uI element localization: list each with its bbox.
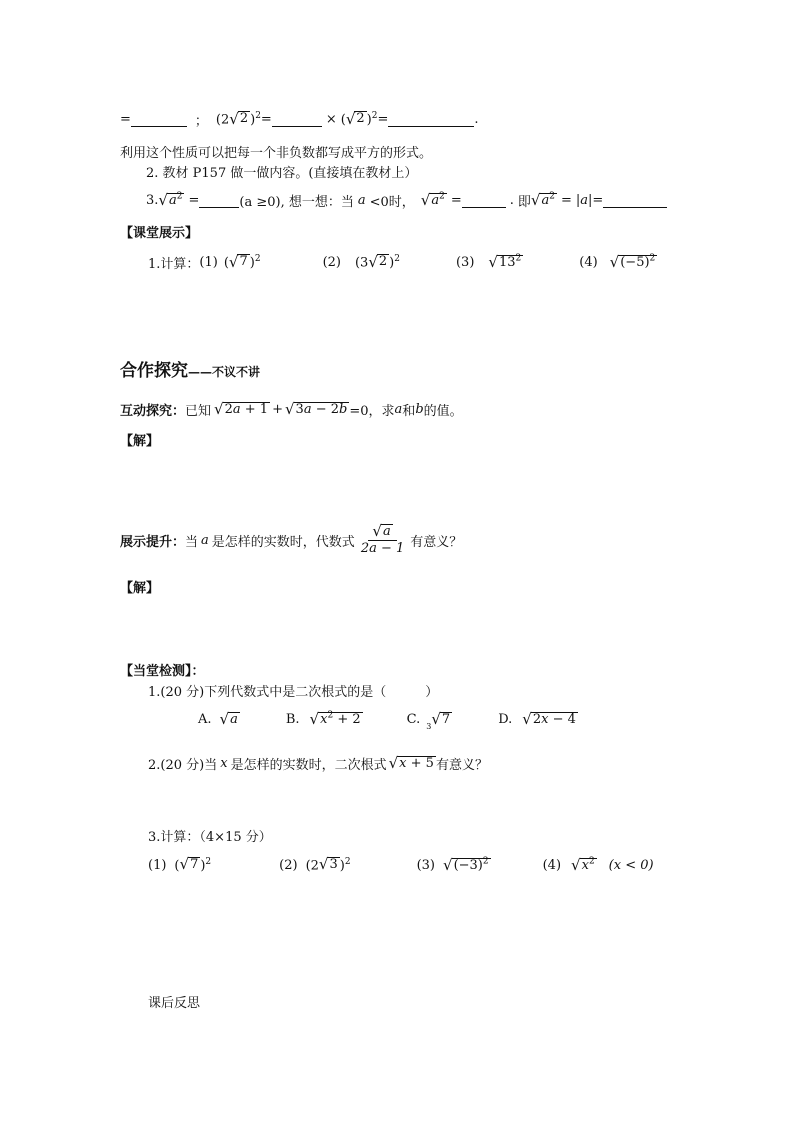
problem-number: (2) [322,255,341,270]
fraction-denominator: 2a − 1 [360,541,405,557]
problem-expr-2: (3 √ 2 )$^2$ [354,252,400,271]
interact-label: 互动探究： [120,404,186,419]
answer-blank[interactable] [199,194,239,208]
show-label: 展示提升： [120,534,186,550]
q3-expr-2: (2 √ 3 )$^2$ [305,855,351,874]
answer-blank[interactable] [462,194,506,208]
q3-condition: (x < 0) [608,857,654,873]
problem-number: (3) [416,857,435,873]
fill-line-1 [120,110,479,129]
option-a-expr[interactable]: √ a [219,710,238,729]
q1-options [198,710,578,732]
expr-root-a-squared: √ $a^2$ [420,191,445,210]
q3-expr-4: √ $x^2$ [571,855,595,874]
coop-subtitle: ——不议不讲 [188,365,261,379]
q3-stem: 3.计算：（4×15 分） [148,830,272,845]
condition-text: <0时， [369,195,415,210]
problem-number: (1) [148,857,167,873]
solution-label: 【解】 [120,581,160,596]
q2-text: 2.(20 分)当 [148,758,218,773]
fill-line-3: 3. √ $a^2$ = (a ≥0), 想一想：当 a <0时， √ $a^2$ = . 即 √ $a^2$ = |a| = [146,191,667,210]
expr-root-3a-minus-2b: √ 3a − 2b [284,400,348,419]
expr-root-a-squared: √ $a^2$ [158,191,183,210]
interact-text: 的值。 [423,404,463,419]
equals-sign: = [377,112,389,127]
times-sign: × [325,112,337,127]
problem-expr-4: √ $(-5)^2$ [609,253,656,272]
option-label: C. [406,712,421,728]
problem-number: (1) [199,255,218,270]
q2-text: 是怎样的实数时，二次根式 [230,758,387,773]
expr-root-x-plus-5: √ x + 5 [388,754,434,773]
q3-expr-3: √ $(-3)^2$ [443,855,489,874]
show-text: 有意义？ [410,534,463,550]
problem-number: (3) [455,255,475,270]
show-problem: 展示提升： 当 a 是怎样的实数时，代数式 √ a 2a − 1 有意义？ [120,522,463,557]
problem-number: (4) [542,857,562,873]
solution-label: 【解】 [120,434,160,449]
option-label: A. [198,712,212,728]
expr-root-a-squared: √ $a^2$ [530,191,555,210]
show-text: 当 [185,534,199,550]
answer-blank[interactable] [131,113,187,127]
equals-sign: = [120,112,131,127]
abs-a: |a| [575,193,593,208]
option-label: D. [498,712,513,728]
q1-stem: 1.(20 分)下列代数式中是二次根式的是（ ） [148,685,439,700]
option-d-expr[interactable]: √ 2x − 4 [522,710,576,729]
coop-title: 合作探究 [120,361,188,381]
fraction-expr: √ a 2a − 1 [357,524,408,556]
q3-expr-1: ( √ 7 )$^2$ [174,855,212,874]
problem-lead: 1.计算： [148,257,200,272]
problem-expr-1: ( √ 7 )$^2$ [223,252,261,271]
problem-number: (4) [579,255,598,270]
period: . [474,112,479,127]
section-class-display: 【课堂展示】 [120,226,199,241]
option-c-expr[interactable]: 3 √ 7 [426,710,451,732]
answer-blank[interactable] [272,113,322,127]
problem-expr-3: √ $13^2$ [488,253,522,272]
semicolon: ； [194,114,208,129]
section-test: 【当堂检测】： [120,664,205,679]
then-text: 即 [517,195,531,210]
class-problems [148,253,657,272]
interact-text: 已知 [185,404,212,419]
answer-blank[interactable] [388,113,474,127]
expr-root2-squared: ( √ 2 )$^2$ [340,109,378,128]
reflection-label: 课后反思 [148,996,201,1011]
equals-sign: = [450,193,462,208]
expr-2root2-squared: (2 √ 2 )$^2$ [215,109,261,128]
textbook-note: 2. 教材 P157 做一做内容。(直接填在教材上） [146,166,418,181]
interact-text: =0，求 [349,404,395,419]
interact-problem: 互动探究： 已知 √ 2a + 1 + √ 3a − 2b =0，求 a 和 b 的值。 [120,400,463,419]
equals-sign: = [260,112,272,127]
show-text: 是怎样的实数时，代数式 [211,534,355,550]
expr-root-2a-plus-1: √ 2a + 1 [214,400,269,419]
answer-blank[interactable] [603,194,667,208]
problem-number: (2) [279,857,298,873]
coop-heading [120,356,260,381]
item-number: 3. [146,193,159,208]
q2-text: 有意义？ [435,758,488,773]
condition-text: (a ≥0), 想一想：当 [239,195,354,210]
q2: 2.(20 分)当 x 是怎样的实数时，二次根式 √ x + 5 有意义？ [148,754,488,773]
q3-problems [148,857,654,873]
property-note: 利用这个性质可以把每一个非负数都写成平方的形式。 [120,146,433,161]
option-label: B. [285,712,300,728]
option-b-expr[interactable]: √ $x^2 + 2$ [309,710,361,729]
interact-text: 和 [402,404,416,419]
